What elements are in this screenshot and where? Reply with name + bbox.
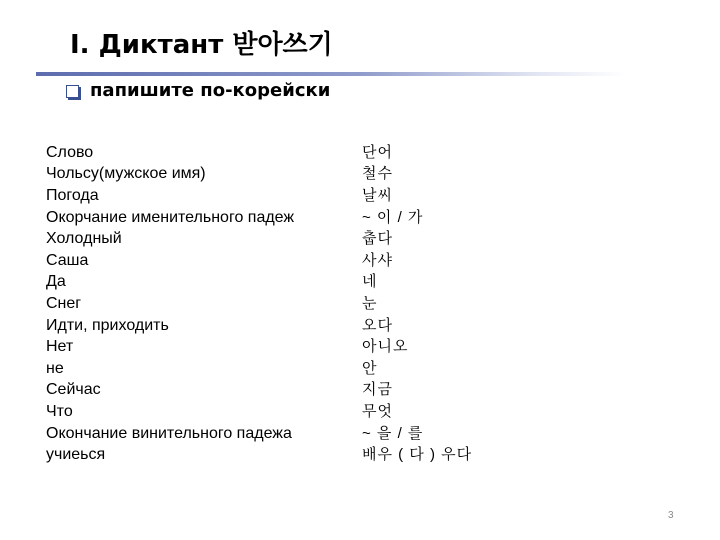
korean-word: 지금 (362, 381, 393, 399)
russian-word: Идти, приходить (46, 316, 169, 334)
russian-word: Чольсу(мужское имя) (46, 165, 206, 183)
russian-word: не (46, 359, 64, 377)
russian-word: Нет (46, 338, 74, 356)
vocabulary-row (46, 336, 472, 358)
vocabulary-row (46, 358, 472, 380)
korean-word: 철수 (362, 165, 393, 183)
russian-word: учиеься (46, 446, 106, 464)
vocabulary-row (46, 293, 472, 315)
korean-word: 아니오 (362, 338, 409, 356)
vocabulary-row (46, 444, 472, 466)
slide-title: I. Диктант 받아쓰기 (70, 30, 333, 60)
square-bullet-icon (66, 85, 79, 98)
subtitle-text: папишите по-корейски (90, 80, 331, 101)
vocabulary-list (46, 142, 472, 466)
vocabulary-row (46, 315, 472, 337)
korean-word: 눈 (362, 294, 378, 312)
korean-word: 단어 (362, 143, 393, 161)
vocabulary-row (46, 228, 472, 250)
russian-word: Окончание винительного падежа (46, 424, 292, 442)
russian-word: Слово (46, 143, 94, 161)
russian-word: Что (46, 402, 73, 420)
vocabulary-row (46, 401, 472, 423)
korean-word: 네 (362, 273, 378, 291)
russian-word: Саша (46, 251, 89, 269)
russian-word: Холодный (46, 230, 122, 248)
korean-word: ~ 을 / 를 (362, 424, 424, 442)
vocabulary-row (46, 164, 472, 186)
russian-word: Да (46, 273, 66, 291)
vocabulary-row (46, 207, 472, 229)
korean-word: 춥다 (362, 230, 393, 248)
vocabulary-row (46, 423, 472, 445)
subtitle (66, 80, 330, 102)
russian-word: Сейчас (46, 381, 101, 399)
russian-word: Погода (46, 186, 99, 204)
vocabulary-row (46, 142, 472, 164)
title-underline (36, 72, 626, 76)
korean-word: 오다 (362, 316, 393, 334)
vocabulary-row (46, 380, 472, 402)
korean-word: 배우 ( 다 ) 우다 (362, 446, 473, 464)
korean-word: 무엇 (362, 402, 393, 420)
vocabulary-row (46, 272, 472, 294)
korean-word: ~ 이 / 가 (362, 208, 424, 226)
vocabulary-row (46, 250, 472, 272)
russian-word: Снег (46, 294, 82, 312)
vocabulary-row (46, 185, 472, 207)
korean-word: 날씨 (362, 186, 393, 204)
korean-word: 안 (362, 359, 378, 377)
russian-word: Окорчание именительного падеж (46, 208, 295, 226)
page-number: 3 (668, 510, 674, 521)
korean-word: 사샤 (362, 251, 393, 269)
